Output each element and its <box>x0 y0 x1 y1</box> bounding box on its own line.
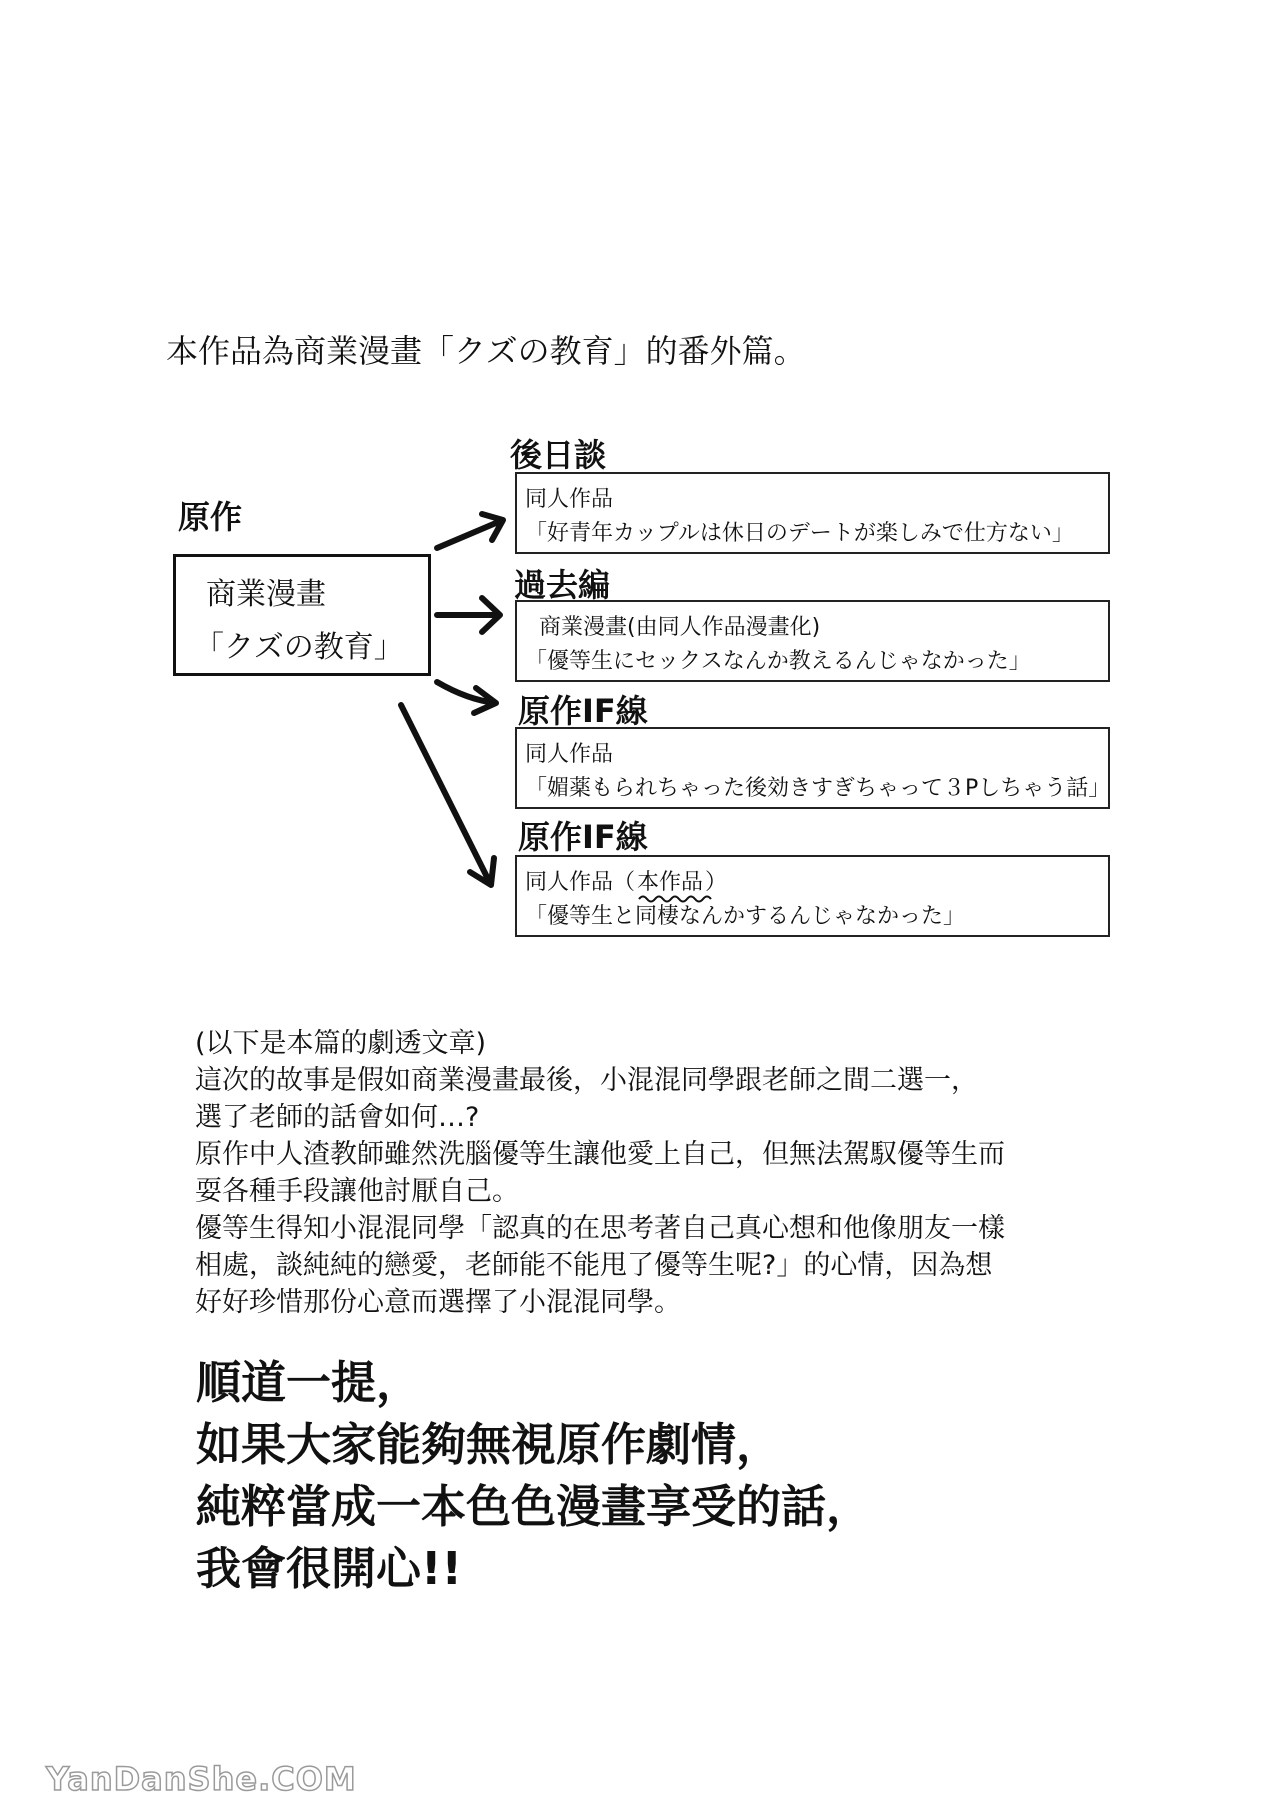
paren-open: （ <box>613 870 636 895</box>
closing-line: 純粹當成一本色色漫畫享受的話， <box>196 1480 872 1533</box>
branch-line1 <box>525 865 727 896</box>
closing-message <box>196 1352 871 1600</box>
spoiler-line: 這次的故事是假如商業漫畫最後，小混混同學跟老師之間二選一， <box>195 1065 978 1096</box>
spoiler-line: 選了老師的話會如何…? <box>195 1102 480 1133</box>
branch-title-if-route-1: 原作IF線 <box>518 692 648 730</box>
arrow-to-if-route-1 <box>437 682 496 713</box>
spoiler-line: 優等生得知小混混同學「認真的在思考著自己真心想和他像朋友一樣 <box>195 1213 1005 1244</box>
closing-line: 我會很開心!! <box>196 1542 463 1595</box>
arrow-to-prequel <box>437 598 500 632</box>
original-work-box <box>173 554 431 676</box>
spoiler-line: (以下是本篇的劇透文章) <box>195 1028 487 1059</box>
spoiler-line: 相處，談純純的戀愛，老師能不能甩了優等生呢?」的心情，因為想 <box>195 1250 993 1281</box>
watermark: YanDanShe.COM <box>46 1760 357 1798</box>
branch-line2: 「優等生にセックスなんか教えるんじゃなかった」 <box>525 649 1031 674</box>
branch-box-prequel <box>515 600 1110 682</box>
branch-box-if-route-1 <box>515 727 1110 809</box>
branch-line2: 「媚薬もられちゃった後効きすぎちゃって３Pしちゃう話」 <box>525 776 1111 801</box>
branch-title-if-route-2: 原作IF線 <box>518 818 648 856</box>
spoiler-line: 耍各種手段讓他討厭自己。 <box>195 1176 519 1207</box>
original-box-line2: 「クズの教育」 <box>194 630 404 665</box>
branch-box-sequel <box>515 472 1110 554</box>
this-work-note: 本作品 <box>637 865 703 896</box>
arrow-to-sequel <box>437 514 503 548</box>
branch-line2: 「優等生と同棲なんかするんじゃなかった」 <box>525 904 966 929</box>
arrow-to-if-route-2 <box>401 705 494 885</box>
branch-title-sequel: 後日談 <box>510 436 607 474</box>
branch-line2: 「好青年カップルは休日のデートが楽しみで仕方ない」 <box>525 521 1074 546</box>
spoiler-line: 原作中人渣教師雖然洗腦優等生讓他愛上自己，但無法駕馭優等生而 <box>195 1139 1005 1170</box>
branch-box-if-route-2 <box>515 855 1110 937</box>
closing-line: 順道一提， <box>196 1356 422 1409</box>
branch-line1-text: 同人作品 <box>525 870 614 895</box>
branch-line1: 同人作品 <box>525 487 614 512</box>
intro-text: 本作品為商業漫畫「クズの教育」的番外篇。 <box>166 332 806 370</box>
closing-line: 如果大家能夠無視原作劇情， <box>196 1418 782 1471</box>
branch-title-prequel: 過去編 <box>514 566 611 604</box>
original-label: 原作 <box>178 498 243 536</box>
branch-line1: 商業漫畫(由同人作品漫畫化) <box>539 615 821 640</box>
paren-close: ） <box>705 870 728 895</box>
branch-line1: 同人作品 <box>525 742 614 767</box>
spoiler-line: 好好珍惜那份心意而選擇了小混混同學。 <box>195 1287 681 1318</box>
spoiler-section <box>195 1025 1005 1321</box>
original-box-line1: 商業漫畫 <box>206 577 326 612</box>
